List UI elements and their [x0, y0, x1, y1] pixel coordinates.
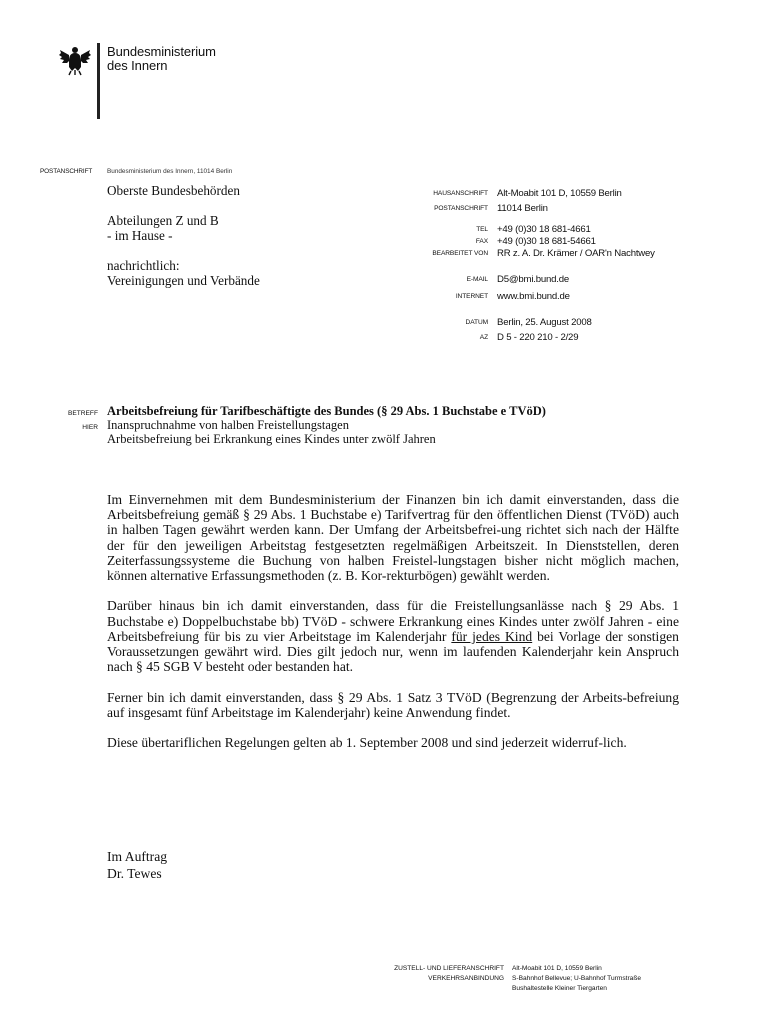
betreff-label: BETREFF	[67, 410, 98, 417]
footer-labels	[360, 964, 504, 984]
body-paragraph: Ferner bin ich damit einverstanden, dass § 29 Abs. 1 Satz 3 TVöD (Begrenzung der Arbeits-befreiung auf insgesamt fünf Arbeitstage im Kalenderjahr) keine Anwendung findet.	[107, 689, 679, 720]
logo-divider-bar	[97, 43, 100, 119]
sender-label: POSTANSCHRIFT	[40, 168, 93, 175]
internet-link[interactable]: www.bmi.bund.de	[497, 291, 570, 302]
datum-value: Berlin, 25. August 2008	[497, 317, 592, 328]
verkehr-value: Bushaltestelle Kleiner Tiergarten	[512, 985, 607, 992]
footer-values	[512, 964, 641, 994]
fax-value: +49 (0)30 18 681-54661	[497, 236, 596, 247]
subject-line: Inanspruchnahme von halben Freistellungstagen	[107, 418, 349, 432]
bearbeitet-value: RR z. A. Dr. Krämer / OAR'n Nachtwey	[497, 248, 655, 259]
info-values	[497, 186, 655, 344]
email-label: E-MAIL	[466, 276, 488, 283]
recipient-block	[107, 183, 260, 289]
body-paragraph	[107, 598, 679, 674]
zustell-label: ZUSTELL- UND LIEFERANSCHRIFT	[394, 965, 504, 972]
sender-address: Bundesministerium des Innern, 11014 Berlin	[107, 168, 233, 175]
subject-title: Arbeitsbefreiung für Tarifbeschäftigte des Bundes (§ 29 Abs. 1 Buchstabe e TVöD)	[107, 404, 546, 418]
postanschrift-label: POSTANSCHRIFT	[434, 205, 488, 212]
body-text-span: bei Vorlage der sonstigen Voraussetzungen gewährt wird. Dies gilt jedoch nur, wenn im laufenden Kalenderjahr kein Anspruch nach § 45 SGB V besteht oder bestanden hat.	[107, 628, 679, 675]
verkehr-value: S-Bahnhof Bellevue; U-Bahnhof Turmstraße	[512, 975, 642, 982]
verkehr-label: VERKEHRSANBINDUNG	[428, 975, 504, 982]
federal-eagle-icon	[58, 44, 92, 76]
info-labels	[380, 186, 488, 344]
tel-value: +49 (0)30 18 681-4661	[497, 224, 591, 235]
az-value: D 5 - 220 210 - 2/29	[497, 332, 579, 343]
ministry-name	[107, 45, 216, 73]
datum-label: DATUM	[465, 319, 488, 326]
ministry-name-line2: des Innern	[107, 58, 168, 73]
underlined-phrase: für jedes Kind	[451, 628, 533, 644]
recipient-line: Vereinigungen und Verbände	[107, 273, 260, 288]
recipient-line: Oberste Bundesbehörden	[107, 183, 240, 198]
ministry-name-line1: Bundesministerium	[107, 44, 216, 59]
bearbeitet-label: BEARBEITET VON	[432, 250, 488, 257]
recipient-line: Abteilungen Z und B	[107, 212, 219, 228]
letter-body	[107, 492, 679, 766]
subject-line: Arbeitsbefreiung bei Erkrankung eines Kindes unter zwölf Jahren	[107, 432, 436, 446]
internet-label: INTERNET	[455, 293, 488, 300]
closing-block	[107, 848, 167, 882]
hier-label: HIER	[82, 424, 98, 431]
signatory-name: Dr. Tewes	[107, 866, 162, 881]
recipient-line: - im Hause -	[107, 228, 173, 243]
closing-line: Im Auftrag	[107, 849, 168, 864]
body-paragraph: Diese übertariflichen Regelungen gelten ab 1. September 2008 und sind jederzeit widerruf-lich.	[107, 735, 627, 751]
hausanschrift-label: HAUSANSCHRIFT	[433, 190, 488, 197]
subject-labels	[40, 407, 98, 435]
zustell-value: Alt-Moabit 101 D, 10559 Berlin	[512, 965, 602, 972]
postanschrift-value: 11014 Berlin	[497, 203, 548, 214]
hausanschrift-value: Alt-Moabit 101 D, 10559 Berlin	[497, 188, 622, 199]
body-paragraph: Im Einvernehmen mit dem Bundesministerium der Finanzen bin ich damit einverstanden, dass die Arbeitsbefreiung gemäß § 29 Abs. 1 Buchstabe e) Tarifvertrag für den öffentlichen Dienst (TVöD) auch in halben Tagen gewährt werden kann. Der Umfang der Arbeitsbefrei-ung richtet sich nach der Hälfte der für den jeweiligen Arbeitstag festgesetzten regelmäßigen Arbeitszeit. In Dienststellen, deren Zeiterfassungssysteme die Buchung von halben Freistel-lungstagen bisher nicht möglich machen, können alternative Erfassungsmethoden (z. B. Kor-rekturbögen) gewählt werden.	[107, 492, 679, 584]
body-text-span: Darüber hinaus bin ich damit einverstanden, dass für die Freistellungsanlässe nach § 29 Abs. 1 Buchstabe e) Doppelbuchstabe bb) TVöD - schwere Erkrankung eines Kindes unter zwölf Jahren - eine Arbeitsbefreiung für bis zu vier Arbeitstage im Kalenderjahr	[107, 598, 679, 644]
email-link[interactable]: D5@bmi.bund.de	[497, 274, 570, 285]
tel-label: TEL	[476, 226, 488, 233]
az-label: AZ	[479, 334, 488, 341]
fax-label: FAX	[475, 238, 488, 245]
recipient-line: nachrichtlich:	[107, 257, 180, 273]
subject-block	[107, 404, 546, 446]
